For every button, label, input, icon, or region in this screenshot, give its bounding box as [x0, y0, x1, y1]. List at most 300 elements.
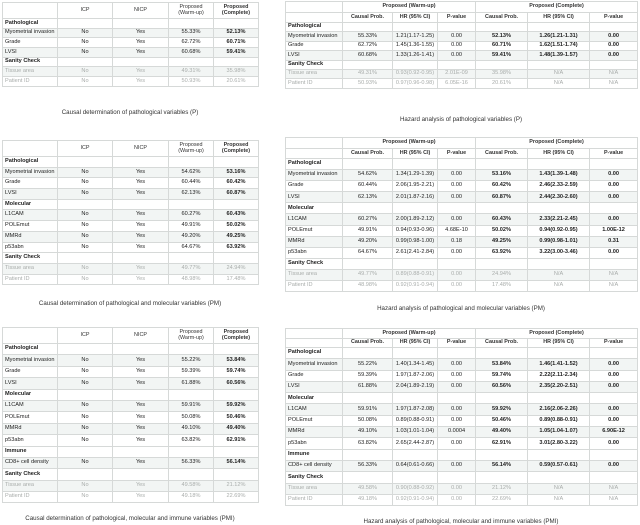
warmup-hazard-ratio-cell: 0.64(0.61-0.66): [393, 460, 438, 471]
header-row: [3, 328, 259, 344]
category-row: [286, 159, 638, 170]
complete-cell: 50.02%: [214, 221, 259, 232]
empty-cell: [169, 446, 214, 457]
warmup-cell: 49.18%: [169, 492, 214, 503]
icp-cell: No: [58, 231, 113, 242]
complete-p-value-cell: N/A: [590, 69, 638, 78]
empty-cell: [113, 199, 169, 210]
warmup-cell: 49.77%: [169, 263, 214, 274]
variable-label: p53abn: [3, 242, 58, 253]
variable-label: MMRd: [3, 231, 58, 242]
empty-cell: [113, 19, 169, 29]
warmup-p-value-cell: 0.00: [438, 494, 476, 505]
icp-cell: No: [58, 435, 113, 446]
empty-cell: [590, 258, 638, 269]
table-row: [3, 28, 259, 38]
empty-cell: [343, 203, 393, 214]
complete-hazard-ratio-cell: N/A: [528, 79, 590, 88]
variable-label: Tissue area: [3, 67, 58, 77]
group-header-row: [286, 138, 638, 149]
complete-cell: 50.46%: [214, 412, 259, 423]
category-row: [3, 253, 259, 264]
warmup-hazard-ratio-cell: 0.89(0.88-0.91): [393, 269, 438, 280]
variable-label: Grade: [3, 38, 58, 48]
icp-cell: No: [58, 77, 113, 87]
column-header: [3, 141, 58, 157]
table-row: [286, 51, 638, 60]
icp-cell: No: [58, 189, 113, 200]
table-row: [3, 48, 259, 58]
complete-hazard-ratio-cell: N/A: [528, 483, 590, 494]
empty-cell: [590, 203, 638, 214]
warmup-cell: 49.91%: [169, 221, 214, 232]
warmup-hazard-ratio-cell: 0.90(0.88-0.92): [393, 483, 438, 494]
warmup-cell: 56.33%: [169, 457, 214, 468]
complete-p-value-cell: 1.00E-12: [590, 225, 638, 236]
icp-cell: No: [58, 457, 113, 468]
complete-p-value-cell: 0.31: [590, 236, 638, 247]
hazard-analysis-table: [285, 328, 638, 506]
empty-cell: [343, 348, 393, 359]
table-row: [286, 438, 638, 449]
table-caption: Hazard analysis of pathological variables (P): [399, 116, 523, 123]
complete-causal-prob-cell: 56.14%: [476, 460, 528, 471]
warmup-p-value-cell: 0.00: [438, 41, 476, 50]
empty-cell: [169, 469, 214, 480]
empty-cell: [438, 258, 476, 269]
complete-p-value-cell: 0.00: [590, 247, 638, 258]
complete-causal-prob-cell: 50.46%: [476, 415, 528, 426]
warmup-causal-prob-cell: 60.44%: [343, 181, 393, 192]
warmup-p-value-cell: 6.05E-16: [438, 79, 476, 88]
empty-cell: [528, 60, 590, 69]
complete-cell: 35.98%: [214, 67, 259, 77]
warmup-p-value-cell: 0.00: [438, 381, 476, 392]
nicp-cell: Yes: [113, 167, 169, 178]
empty-cell: [58, 199, 113, 210]
warmup-p-value-cell: 0.00: [438, 269, 476, 280]
warmup-hazard-ratio-cell: 1.97(1.87-2.08): [393, 404, 438, 415]
warmup-p-value-cell: 0.00: [438, 281, 476, 292]
table-row: [286, 460, 638, 471]
table-row: [3, 231, 259, 242]
column-header: ICP: [58, 328, 113, 344]
variable-label: Patient ID: [286, 79, 343, 88]
icp-cell: No: [58, 263, 113, 274]
warmup-causal-prob-cell: 60.68%: [343, 51, 393, 60]
warmup-causal-prob-cell: 50.08%: [343, 415, 393, 426]
empty-cell: [590, 60, 638, 69]
category-row: [3, 469, 259, 480]
empty-cell: [528, 449, 590, 460]
table-row: [286, 247, 638, 258]
category-label: Pathological: [286, 348, 343, 359]
empty-cell: [590, 159, 638, 170]
table-row: [3, 67, 259, 77]
variable-label: LVSI: [3, 48, 58, 58]
empty-cell: [528, 348, 590, 359]
empty-cell: [438, 60, 476, 69]
table-row: [3, 221, 259, 232]
variable-label: MMRd: [286, 236, 343, 247]
icp-cell: No: [58, 210, 113, 221]
empty-header: [286, 12, 343, 23]
table-row: [3, 210, 259, 221]
empty-cell: [393, 472, 438, 483]
complete-causal-prob-cell: 20.61%: [476, 79, 528, 88]
warmup-hazard-ratio-cell: 1.97(1.87-2.06): [393, 370, 438, 381]
warmup-p-value-cell: 0.00: [438, 181, 476, 192]
empty-cell: [393, 203, 438, 214]
sub-header: Causal Prob.: [476, 338, 528, 348]
group-header: Proposed (Warm-up): [343, 329, 476, 339]
warmup-cell: 60.27%: [169, 210, 214, 221]
sub-header: Causal Prob.: [476, 148, 528, 159]
warmup-hazard-ratio-cell: 2.04(1.89-2.19): [393, 381, 438, 392]
complete-hazard-ratio-cell: 2.44(2.30-2.60): [528, 192, 590, 203]
icp-cell: No: [58, 38, 113, 48]
warmup-hazard-ratio-cell: 0.92(0.91-0.94): [393, 494, 438, 505]
warmup-cell: 60.68%: [169, 48, 214, 58]
header-row: [3, 3, 259, 19]
warmup-p-value-cell: 0.00: [438, 247, 476, 258]
icp-cell: No: [58, 480, 113, 491]
category-label: Molecular: [286, 203, 343, 214]
warmup-causal-prob-cell: 49.20%: [343, 236, 393, 247]
causal-determination-table: [2, 2, 259, 87]
column-header: Proposed (Warm-up): [169, 141, 214, 157]
column-header: ICP: [58, 3, 113, 19]
nicp-cell: Yes: [113, 210, 169, 221]
complete-cell: 59.41%: [214, 48, 259, 58]
category-label: Immune: [286, 449, 343, 460]
complete-cell: 59.74%: [214, 366, 259, 377]
nicp-cell: Yes: [113, 423, 169, 434]
complete-causal-prob-cell: 53.16%: [476, 170, 528, 181]
empty-cell: [214, 19, 259, 29]
warmup-hazard-ratio-cell: 1.45(1.36-1.55): [393, 41, 438, 50]
warmup-hazard-ratio-cell: 1.33(1.26-1.41): [393, 51, 438, 60]
complete-p-value-cell: N/A: [590, 269, 638, 280]
group-header-row: [286, 329, 638, 339]
icp-cell: No: [58, 48, 113, 58]
empty-cell: [476, 348, 528, 359]
empty-cell: [214, 199, 259, 210]
category-label: Sanity Check: [286, 258, 343, 269]
table-row: [3, 366, 259, 377]
complete-hazard-ratio-cell: N/A: [528, 494, 590, 505]
complete-causal-prob-cell: 63.92%: [476, 247, 528, 258]
warmup-causal-prob-cell: 56.33%: [343, 460, 393, 471]
sub-header-row: [286, 338, 638, 348]
warmup-causal-prob-cell: 49.91%: [343, 225, 393, 236]
group-header: Proposed (Complete): [476, 329, 638, 339]
table-caption: Causal determination of pathological variables (P): [61, 109, 199, 116]
warmup-causal-prob-cell: 49.58%: [343, 483, 393, 494]
complete-cell: 56.14%: [214, 457, 259, 468]
column-header: NICP: [113, 3, 169, 19]
column-header: ICP: [58, 141, 113, 157]
warmup-p-value-cell: 0.00: [438, 370, 476, 381]
variable-label: LVSI: [286, 51, 343, 60]
table-row: [286, 79, 638, 88]
warmup-causal-prob-cell: 62.72%: [343, 41, 393, 50]
complete-hazard-ratio-cell: 1.43(1.39-1.48): [528, 170, 590, 181]
empty-cell: [438, 348, 476, 359]
empty-cell: [476, 60, 528, 69]
complete-hazard-ratio-cell: 0.59(0.57-0.61): [528, 460, 590, 471]
variable-label: Patient ID: [3, 77, 58, 87]
hazard-analysis-table: [285, 137, 638, 292]
table-row: [286, 381, 638, 392]
complete-causal-prob-cell: 60.87%: [476, 192, 528, 203]
variable-label: Myometrial invasion: [3, 355, 58, 366]
empty-cell: [169, 344, 214, 355]
complete-causal-prob-cell: 50.02%: [476, 225, 528, 236]
complete-cell: 60.71%: [214, 38, 259, 48]
empty-cell: [343, 159, 393, 170]
category-label: Molecular: [286, 393, 343, 404]
warmup-p-value-cell: 0.00: [438, 404, 476, 415]
warmup-causal-prob-cell: 49.77%: [343, 269, 393, 280]
complete-causal-prob-cell: 24.94%: [476, 269, 528, 280]
empty-cell: [113, 469, 169, 480]
variable-label: Patient ID: [3, 492, 58, 503]
complete-cell: 53.16%: [214, 167, 259, 178]
column-header: NICP: [113, 328, 169, 344]
warmup-p-value-cell: 0.00: [438, 460, 476, 471]
empty-cell: [528, 393, 590, 404]
empty-cell: [393, 348, 438, 359]
category-row: [3, 389, 259, 400]
variable-label: p53abn: [286, 438, 343, 449]
complete-causal-prob-cell: 59.92%: [476, 404, 528, 415]
table-row: [3, 480, 259, 491]
complete-p-value-cell: 0.00: [590, 32, 638, 41]
warmup-cell: 55.33%: [169, 28, 214, 38]
complete-hazard-ratio-cell: 2.35(2.20-2.51): [528, 381, 590, 392]
empty-cell: [590, 23, 638, 32]
warmup-hazard-ratio-cell: 2.01(1.87-2.16): [393, 192, 438, 203]
empty-cell: [169, 253, 214, 264]
variable-label: Tissue area: [286, 269, 343, 280]
nicp-cell: Yes: [113, 274, 169, 285]
empty-header: [286, 138, 343, 149]
complete-hazard-ratio-cell: N/A: [528, 281, 590, 292]
empty-cell: [169, 389, 214, 400]
warmup-causal-prob-cell: 49.10%: [343, 427, 393, 438]
nicp-cell: Yes: [113, 492, 169, 503]
empty-cell: [58, 157, 113, 168]
table-row: [286, 427, 638, 438]
variable-label: Tissue area: [286, 69, 343, 78]
icp-cell: No: [58, 242, 113, 253]
empty-cell: [438, 23, 476, 32]
complete-p-value-cell: 0.00: [590, 370, 638, 381]
complete-cell: 62.91%: [214, 435, 259, 446]
table-row: [3, 378, 259, 389]
complete-cell: 49.40%: [214, 423, 259, 434]
empty-cell: [214, 157, 259, 168]
variable-label: L1CAM: [3, 210, 58, 221]
warmup-cell: 49.31%: [169, 67, 214, 77]
table-row: [286, 483, 638, 494]
empty-cell: [476, 258, 528, 269]
variable-label: LVSI: [286, 192, 343, 203]
variable-label: Tissue area: [286, 483, 343, 494]
warmup-cell: 63.82%: [169, 435, 214, 446]
warmup-cell: 62.13%: [169, 189, 214, 200]
sub-header: Causal Prob.: [343, 148, 393, 159]
table-row: [286, 41, 638, 50]
warmup-cell: 49.10%: [169, 423, 214, 434]
empty-cell: [58, 253, 113, 264]
table-row: [286, 225, 638, 236]
column-header: Proposed (Complete): [214, 3, 259, 19]
nicp-cell: Yes: [113, 378, 169, 389]
sub-header: P-value: [590, 12, 638, 23]
table-row: [286, 494, 638, 505]
table-row: [3, 178, 259, 189]
category-label: Sanity Check: [3, 253, 58, 264]
category-label: Pathological: [3, 157, 58, 168]
empty-cell: [528, 159, 590, 170]
table-row: [3, 38, 259, 48]
warmup-cell: 61.88%: [169, 378, 214, 389]
category-row: [3, 199, 259, 210]
icp-cell: No: [58, 221, 113, 232]
warmup-cell: 50.93%: [169, 77, 214, 87]
category-row: [286, 393, 638, 404]
nicp-cell: Yes: [113, 435, 169, 446]
table-caption: Hazard analysis of pathological, molecular and immune variables (PMI): [363, 518, 559, 525]
variable-label: MMRd: [286, 427, 343, 438]
complete-causal-prob-cell: 59.74%: [476, 370, 528, 381]
empty-cell: [169, 57, 214, 67]
empty-header: [286, 329, 343, 339]
sub-header: P-value: [438, 12, 476, 23]
warmup-causal-prob-cell: 61.88%: [343, 381, 393, 392]
empty-cell: [590, 472, 638, 483]
sub-header: P-value: [590, 148, 638, 159]
variable-label: Patient ID: [3, 274, 58, 285]
warmup-causal-prob-cell: 55.33%: [343, 32, 393, 41]
complete-p-value-cell: 0.00: [590, 214, 638, 225]
complete-p-value-cell: 0.00: [590, 170, 638, 181]
complete-hazard-ratio-cell: 1.48(1.39-1.57): [528, 51, 590, 60]
complete-p-value-cell: 0.00: [590, 192, 638, 203]
nicp-cell: Yes: [113, 412, 169, 423]
category-label: Pathological: [286, 159, 343, 170]
complete-p-value-cell: 0.00: [590, 381, 638, 392]
empty-cell: [113, 157, 169, 168]
variable-label: POLEmut: [286, 415, 343, 426]
column-header: [3, 3, 58, 19]
group-header-row: [286, 2, 638, 13]
warmup-causal-prob-cell: 50.93%: [343, 79, 393, 88]
empty-cell: [590, 449, 638, 460]
table-row: [286, 359, 638, 370]
sub-header: Causal Prob.: [343, 12, 393, 23]
icp-cell: No: [58, 412, 113, 423]
variable-label: LVSI: [3, 189, 58, 200]
warmup-hazard-ratio-cell: 2.00(1.89-2.12): [393, 214, 438, 225]
table-row: [286, 415, 638, 426]
empty-cell: [393, 23, 438, 32]
warmup-causal-prob-cell: 59.39%: [343, 370, 393, 381]
category-label: Pathological: [3, 19, 58, 29]
complete-cell: 60.43%: [214, 210, 259, 221]
empty-cell: [58, 344, 113, 355]
table-row: [3, 167, 259, 178]
warmup-p-value-cell: 0.18: [438, 236, 476, 247]
empty-cell: [393, 60, 438, 69]
table-row: [3, 355, 259, 366]
warmup-cell: 48.98%: [169, 274, 214, 285]
variable-label: Grade: [3, 366, 58, 377]
complete-p-value-cell: 0.00: [590, 438, 638, 449]
table-caption: Causal determination of pathological and molecular variables (PM): [38, 300, 222, 307]
complete-causal-prob-cell: 52.13%: [476, 32, 528, 41]
variable-label: p53abn: [3, 435, 58, 446]
empty-cell: [438, 393, 476, 404]
table-row: [3, 492, 259, 503]
empty-cell: [343, 60, 393, 69]
category-label: Sanity Check: [286, 472, 343, 483]
warmup-hazard-ratio-cell: 1.21(1.17-1.25): [393, 32, 438, 41]
icp-cell: No: [58, 178, 113, 189]
category-label: Sanity Check: [3, 57, 58, 67]
warmup-cell: 49.58%: [169, 480, 214, 491]
empty-cell: [528, 23, 590, 32]
empty-cell: [393, 449, 438, 460]
table-caption: Causal determination of pathological, molecular and immune variables (PMI): [25, 515, 235, 522]
warmup-p-value-cell: 0.00: [438, 415, 476, 426]
empty-cell: [343, 23, 393, 32]
empty-cell: [113, 57, 169, 67]
table-row: [286, 170, 638, 181]
nicp-cell: Yes: [113, 77, 169, 87]
category-row: [286, 449, 638, 460]
category-row: [286, 472, 638, 483]
warmup-hazard-ratio-cell: 2.06(1.95-2.21): [393, 181, 438, 192]
empty-cell: [58, 57, 113, 67]
warmup-cell: 62.72%: [169, 38, 214, 48]
variable-label: Grade: [286, 41, 343, 50]
complete-hazard-ratio-cell: 2.33(2.21-2.45): [528, 214, 590, 225]
icp-cell: No: [58, 355, 113, 366]
icp-cell: No: [58, 274, 113, 285]
sub-header: HR (95% CI): [393, 148, 438, 159]
variable-label: Myometrial invasion: [286, 359, 343, 370]
column-header: Proposed (Complete): [214, 141, 259, 157]
warmup-cell: 54.62%: [169, 167, 214, 178]
nicp-cell: Yes: [113, 231, 169, 242]
complete-hazard-ratio-cell: 1.46(1.41-1.52): [528, 359, 590, 370]
empty-cell: [58, 446, 113, 457]
warmup-hazard-ratio-cell: 0.89(0.88-0.91): [393, 415, 438, 426]
complete-cell: 59.92%: [214, 400, 259, 411]
warmup-causal-prob-cell: 49.31%: [343, 69, 393, 78]
table-row: [286, 181, 638, 192]
complete-hazard-ratio-cell: 3.22(3.00-3.46): [528, 247, 590, 258]
sub-header: Causal Prob.: [476, 12, 528, 23]
empty-cell: [528, 203, 590, 214]
complete-hazard-ratio-cell: 1.62(1.51-1.74): [528, 41, 590, 50]
warmup-hazard-ratio-cell: 0.99(0.98-1.00): [393, 236, 438, 247]
category-row: [3, 57, 259, 67]
warmup-cell: 50.08%: [169, 412, 214, 423]
